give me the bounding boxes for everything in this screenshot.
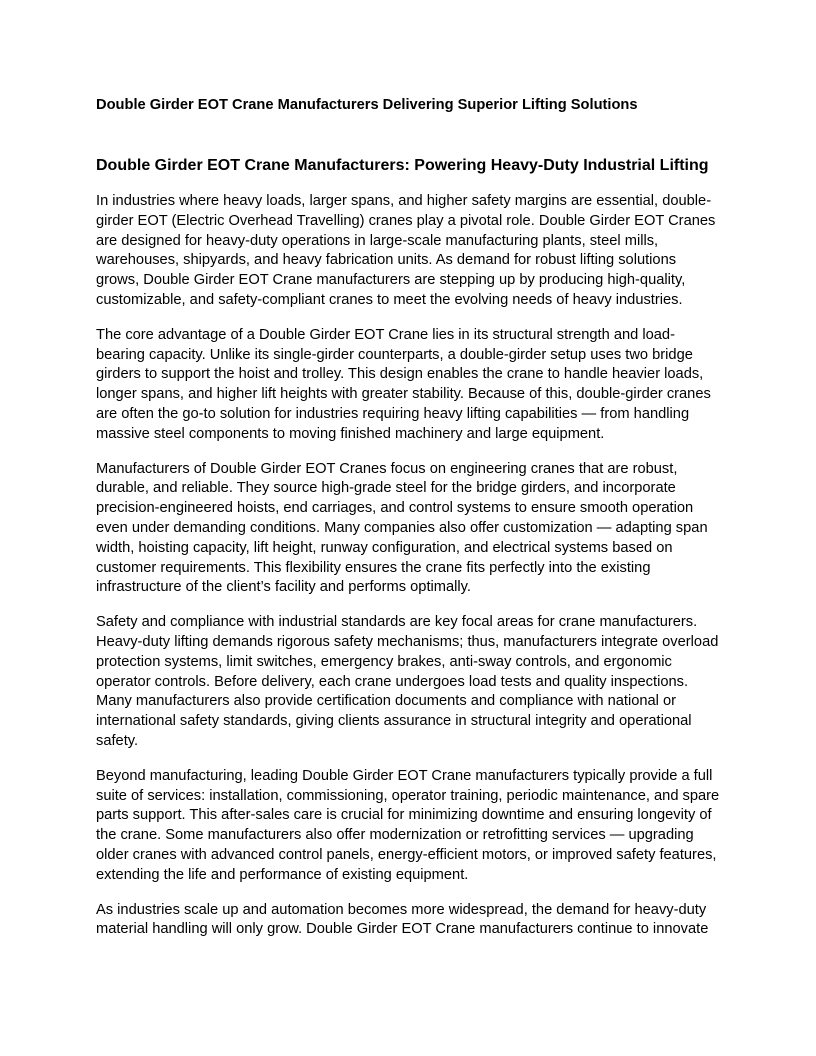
paragraph-services: Beyond manufacturing, leading Double Girder EOT Crane manufacturers typically provide a full suite of services: installation, commissioning, operator training, periodic maintenance, and spare parts support. This after-sales care is crucial for minimizing downtime and ensuring longevity of the crane. Some manufacturers also offer modernization or retrofitting services — upgrading older cranes with advanced control panels, energy-efficient motors, or improved safety features, extending the life and performance of existing equipment. <box>96 767 720 883</box>
document-title: Double Girder EOT Crane Manufacturers Delivering Superior Lifting Solutions <box>96 97 638 113</box>
document-page <box>96 93 720 940</box>
paragraph-core-advantage: The core advantage of a Double Girder EOT Crane lies in its structural strength and load-bearing capacity. Unlike its single-girder counterparts, a double-girder setup uses two bridge girders to support the hoist and trolley. This design enables the crane to handle heavier loads, longer spans, and higher lift heights with greater stability. Because of this, double-girder cranes are often the go-to solution for industries requiring heavy lifting capabilities — from handling massive steel components to moving finished machinery and large equipment. <box>96 326 711 442</box>
section-heading: Double Girder EOT Crane Manufacturers: Powering Heavy-Duty Industrial Lifting <box>96 157 709 174</box>
paragraph-industry-growth: As industries scale up and automation becomes more widespread, the demand for heavy-duty material handling will only grow. Double Girder EOT Crane manufacturers continue to innovate <box>96 901 709 938</box>
paragraph-intro: In industries where heavy loads, larger spans, and higher safety margins are essential, double-girder EOT (Electric Overhead Travelling) cranes play a pivotal role. Double Girder EOT Cranes are designed for heavy-duty operations in large-scale manufacturing plants, steel mills, warehouses, shipyards, and heavy fabrication units. As demand for robust lifting solutions grows, Double Girder EOT Crane manufacturers are stepping up by producing high-quality, customizable, and safety-compliant cranes to meet the evolving needs of heavy industries. <box>96 193 716 308</box>
paragraph-manufacturing-focus: Manufacturers of Double Girder EOT Cranes focus on engineering cranes that are robust, durable, and reliable. They source high-grade steel for the bridge girders, and incorporate precision-engineered hoists, end carriages, and control systems to ensure smooth operation even under demanding conditions. Many companies also offer customization — adapting span width, hoisting capacity, lift height, runway configuration, and electrical systems based on customer requirements. This flexibility ensures the crane fits perfectly into the existing infrastructure of the client’s facility and performs optimally. <box>96 460 708 596</box>
paragraph-safety-compliance: Safety and compliance with industrial standards are key focal areas for crane manufacturers. Heavy-duty lifting demands rigorous safety mechanisms; thus, manufacturers integrate overload protection systems, limit switches, emergency brakes, anti-sway controls, and ergonomic operator controls. Before delivery, each crane undergoes load tests and quality inspections. Many manufacturers also provide certification documents and compliance with national or international safety standards, giving clients assurance in structural integrity and operational safety. <box>96 614 719 749</box>
